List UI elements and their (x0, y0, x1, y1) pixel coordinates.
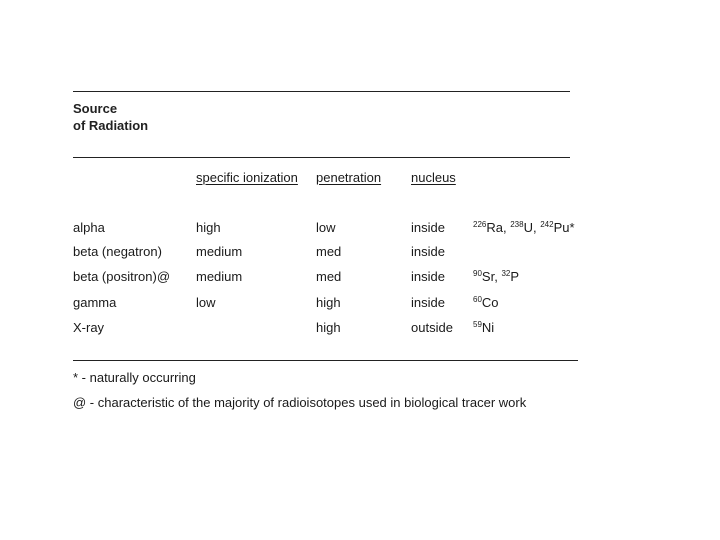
row-beta-positron-type: beta (positron)@ (73, 269, 171, 284)
isotope-mass: 238 (510, 220, 524, 229)
row-gamma-type: gamma (73, 295, 117, 310)
row-xray-nucleus: outside (411, 320, 453, 335)
column-header-penetration: penetration (316, 170, 382, 185)
isotope-symbol: Pu* (553, 220, 575, 235)
isotope-symbol: U (523, 220, 533, 235)
row-alpha-isotopes (473, 220, 575, 236)
isotope-symbol: Sr (481, 269, 495, 284)
isotope-mass: 90 (473, 269, 482, 278)
row-beta-negatron-ionization: medium (196, 244, 243, 259)
isotope-symbol: P (510, 269, 520, 284)
row-gamma-isotopes (473, 295, 499, 311)
row-beta-positron-nucleus: inside (411, 269, 445, 284)
column-header-nucleus: nucleus (411, 170, 456, 185)
table-heading (73, 100, 148, 134)
row-alpha-ionization: high (196, 220, 221, 235)
isotope-mass: 59 (473, 320, 482, 329)
isotope-separator: , (502, 220, 511, 235)
top-rule (73, 91, 570, 92)
isotope-symbol: Co (481, 295, 499, 310)
isotope-symbol: Ni (481, 320, 495, 335)
isotope-symbol: Ra (486, 220, 503, 235)
row-alpha-penetration: low (316, 220, 336, 235)
heading-line-2: of Radiation (73, 118, 149, 133)
row-gamma-nucleus: inside (411, 295, 445, 310)
isotope-mass: 242 (540, 220, 554, 229)
row-beta-negatron-nucleus: inside (411, 244, 445, 259)
heading-line-1: Source (73, 101, 118, 116)
row-alpha-nucleus: inside (411, 220, 445, 235)
isotope-mass: 32 (501, 269, 511, 278)
row-xray-type: X-ray (73, 320, 105, 335)
isotope-separator: , (532, 220, 541, 235)
row-gamma-penetration: high (316, 295, 341, 310)
row-xray-isotopes (473, 320, 494, 336)
row-beta-negatron-penetration: med (316, 244, 342, 259)
row-xray-penetration: high (316, 320, 341, 335)
row-beta-positron-penetration: med (316, 269, 342, 284)
footnote-naturally-occurring: * - naturally occurring (73, 370, 196, 385)
row-alpha-type: alpha (73, 220, 105, 235)
row-beta-positron-ionization: medium (196, 269, 243, 284)
row-gamma-ionization: low (196, 295, 216, 310)
heading-rule (73, 157, 570, 158)
isotope-mass: 226 (473, 220, 487, 229)
isotope-mass: 60 (473, 295, 482, 304)
column-header-specific-ionization: specific ionization (196, 170, 298, 185)
isotope-separator: , (494, 269, 502, 284)
bottom-rule (73, 360, 578, 361)
footnote-tracer-work: @ - characteristic of the majority of radioisotopes used in biological tracer work (73, 395, 527, 410)
row-beta-negatron-type: beta (negatron) (73, 244, 162, 259)
row-beta-positron-isotopes (473, 269, 519, 285)
